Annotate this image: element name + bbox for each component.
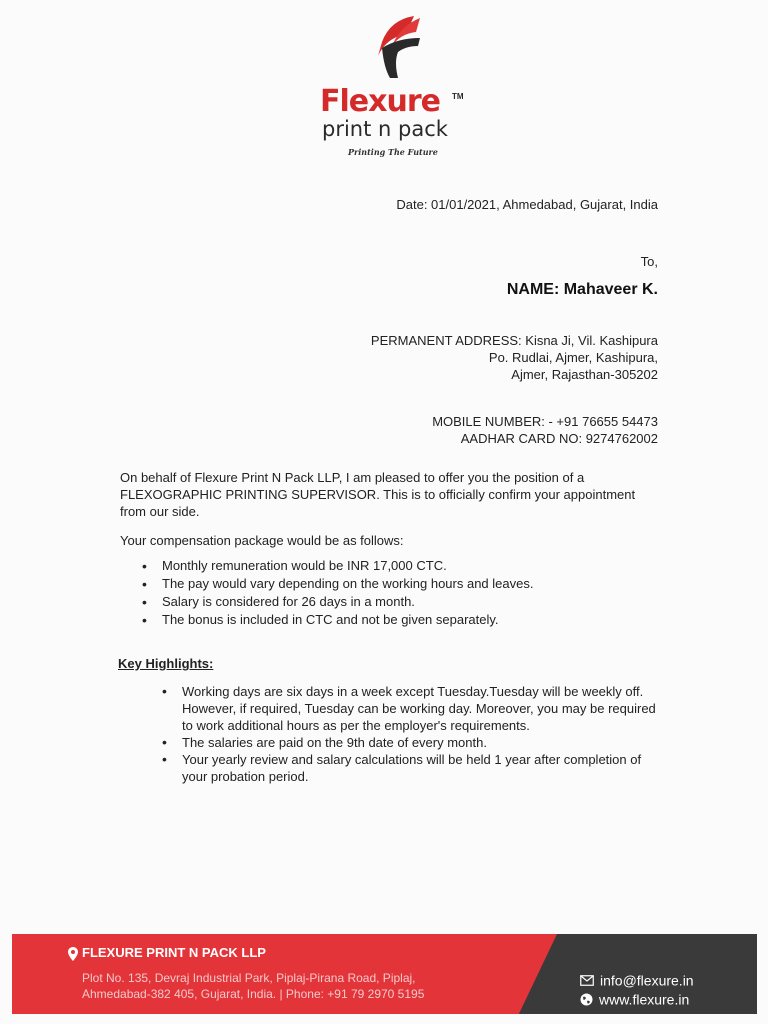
globe-icon bbox=[580, 993, 593, 1006]
list-item: • The salaries are paid on the 9th date of every month. bbox=[158, 734, 658, 751]
list-item: • Your yearly review and salary calculations will be held 1 year after completion of your probation period. bbox=[158, 751, 658, 785]
list-item: • Salary is considered for 26 days in a month. bbox=[138, 593, 658, 611]
footer-address-line: Plot No. 135, Devraj Industrial Park, Piplaj-Pirana Road, Piplaj, bbox=[82, 971, 416, 985]
footer-address-line: Ahmedabad-382 405, Gujarat, India. | Phone: +91 79 2970 5195 bbox=[82, 987, 425, 1001]
letter-date: Date: 01/01/2021, Ahmedabad, Gujarat, India bbox=[396, 197, 658, 212]
aadhar-number: AADHAR CARD NO: 9274762002 bbox=[460, 431, 658, 446]
compensation-intro: Your compensation package would be as follows: bbox=[120, 533, 404, 548]
address-line: PERMANENT ADDRESS: Kisna Ji, Vil. Kashipura bbox=[370, 333, 658, 348]
recipient-contact bbox=[432, 413, 658, 447]
list-item: • Monthly remuneration would be INR 17,000 CTC. bbox=[138, 557, 658, 575]
key-highlights-title: Key Highlights: bbox=[118, 656, 214, 671]
letterhead-footer bbox=[12, 934, 757, 1014]
list-item: • The pay would vary depending on the working hours and leaves. bbox=[138, 575, 658, 593]
footer-address bbox=[82, 970, 424, 1002]
list-item: • The bonus is included in CTC and not be given separately. bbox=[138, 611, 658, 629]
mobile-number: MOBILE NUMBER: - +91 76655 54473 bbox=[432, 414, 658, 429]
compensation-list bbox=[138, 557, 658, 629]
company-logo bbox=[318, 12, 468, 157]
trademark-mark: TM bbox=[452, 92, 464, 101]
letter-to: To, bbox=[640, 254, 658, 269]
flexure-logo-mark-icon bbox=[370, 12, 434, 84]
email-text: info@flexure.in bbox=[600, 972, 694, 989]
recipient-address bbox=[371, 332, 658, 383]
website-text: www.flexure.in bbox=[599, 991, 690, 1008]
list-item: • Working days are six days in a week except Tuesday.Tuesday will be weekly off. However, if required, Tuesday can be working day. Moreover, you may be required to work additional hours as per the employer's requirements. bbox=[158, 683, 658, 734]
footer-company-name: FLEXURE PRINT N PACK LLP bbox=[82, 945, 266, 960]
footer-website[interactable] bbox=[580, 990, 689, 1007]
address-line: Ajmer, Rajasthan-305202 bbox=[511, 367, 658, 382]
brand-name: Flexure bbox=[320, 84, 440, 119]
key-highlights-list bbox=[158, 683, 658, 785]
recipient-name: NAME: Mahaveer K. bbox=[506, 281, 658, 298]
address-line: Po. Rudlai, Ajmer, Kashipura, bbox=[488, 350, 658, 365]
footer-email[interactable] bbox=[580, 971, 694, 988]
offer-paragraph: On behalf of Flexure Print N Pack LLP, I am pleased to offer you the position of a FLEXOGRAPHIC PRINTING SUPERVISOR. This is to officially confirm your appointment from our side. bbox=[120, 470, 636, 519]
location-pin-icon bbox=[68, 947, 78, 961]
email-icon bbox=[580, 975, 594, 986]
brand-subtitle: print n pack bbox=[322, 117, 448, 141]
brand-tagline: Printing The Future bbox=[348, 147, 438, 157]
